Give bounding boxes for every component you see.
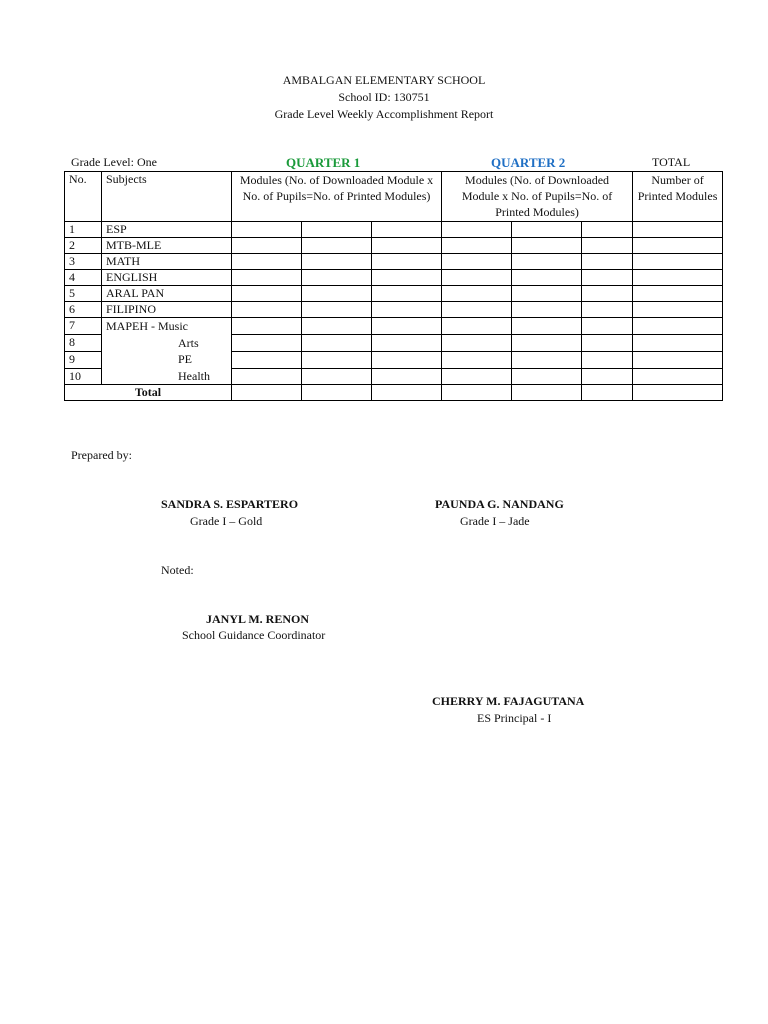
row-no: 7 (65, 318, 102, 335)
row-no: 4 (65, 270, 102, 286)
table-row (65, 238, 723, 254)
table-row (65, 254, 723, 270)
preparer-1-name: SANDRA S. ESPARTERO (161, 497, 299, 511)
row-subject: Arts (178, 335, 199, 350)
table-row (65, 302, 723, 318)
row-subject: ARAL PAN (102, 286, 232, 302)
grade-level-label: Grade Level: One (71, 155, 157, 169)
table-header-row (65, 172, 723, 222)
header-no: No. (65, 172, 102, 222)
row-no: 2 (65, 238, 102, 254)
row-subject: MAPEH - Music (106, 319, 189, 333)
total-label: TOTAL (652, 155, 691, 169)
quarter-1-label: QUARTER 1 (286, 155, 361, 170)
row-subject: MTB-MLE (102, 238, 232, 254)
table-row (65, 318, 723, 335)
total-row-label: Total (65, 385, 232, 401)
accomplishment-table (64, 171, 723, 401)
row-subject: ESP (102, 222, 232, 238)
row-subject: PE (178, 352, 193, 367)
preparer-1-role: Grade I – Gold (190, 514, 263, 528)
table-row (65, 286, 723, 302)
noted-by-role: School Guidance Coordinator (182, 628, 326, 642)
row-no: 3 (65, 254, 102, 270)
row-subject: ENGLISH (102, 270, 232, 286)
preparer-2-name: PAUNDA G. NANDANG (435, 497, 564, 511)
school-name: AMBALGAN ELEMENTARY SCHOOL (282, 73, 486, 87)
table-row (65, 222, 723, 238)
noted-label: Noted: (161, 563, 194, 577)
row-no: 10 (65, 368, 102, 385)
row-no: 1 (65, 222, 102, 238)
quarter-2-label: QUARTER 2 (491, 155, 566, 170)
header-q2-modules: Modules (No. of Downloaded Module x No. of Pupils=No. of Printed Modules) (442, 172, 633, 222)
row-no: 8 (65, 334, 102, 351)
principal-role: ES Principal - I (477, 711, 552, 725)
noted-by-name: JANYL M. RENON (206, 612, 310, 626)
table-row (65, 270, 723, 286)
row-subject: MATH (102, 254, 232, 270)
report-title: Grade Level Weekly Accomplishment Report (274, 107, 494, 121)
row-no: 9 (65, 351, 102, 368)
row-subject: Health (178, 368, 210, 383)
header-subjects: Subjects (102, 172, 232, 222)
table-total-row (65, 385, 723, 401)
header-total-printed: Number of Printed Modules (633, 172, 723, 222)
principal-name: CHERRY M. FAJAGUTANA (432, 694, 585, 708)
mapeh-subject-cell (102, 318, 232, 385)
row-no: 5 (65, 286, 102, 302)
row-no: 6 (65, 302, 102, 318)
row-subject: FILIPINO (102, 302, 232, 318)
school-id: School ID: 130751 (338, 90, 430, 104)
header-q1-modules: Modules (No. of Downloaded Module x No. of Pupils=No. of Printed Modules) (232, 172, 442, 222)
prepared-by-label: Prepared by: (71, 448, 132, 462)
preparer-2-role: Grade I – Jade (460, 514, 530, 528)
